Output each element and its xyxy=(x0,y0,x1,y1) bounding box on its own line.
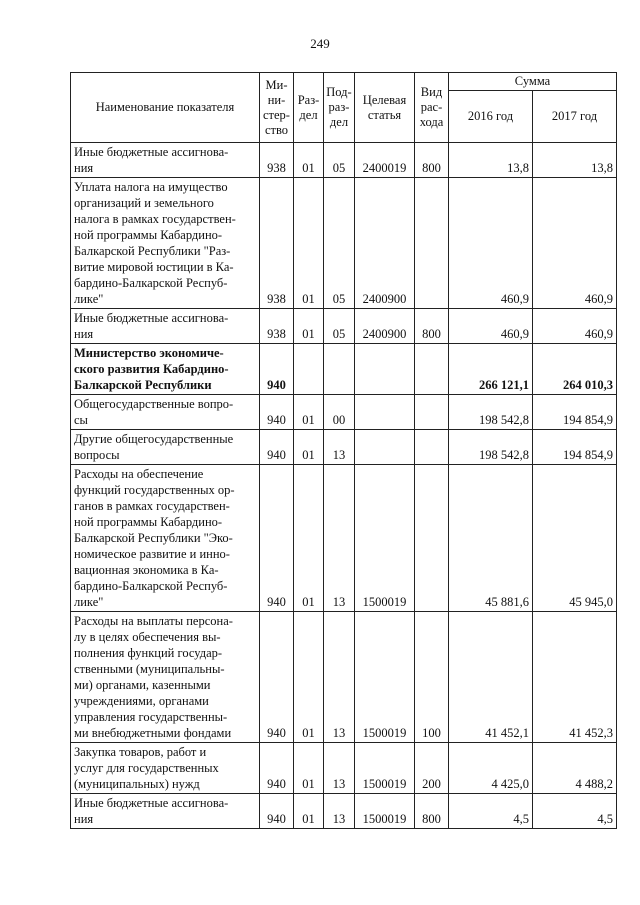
table-row xyxy=(71,309,617,344)
cell-2017: 4 488,2 xyxy=(533,743,617,794)
cell-section: 01 xyxy=(294,309,324,344)
cell-indicator-name: Иные бюджетные ассигнова- ния xyxy=(71,143,260,178)
cell-2017: 460,9 xyxy=(533,178,617,309)
cell-2017: 194 854,9 xyxy=(533,395,617,430)
cell-2017: 460,9 xyxy=(533,309,617,344)
cell-subsection: 13 xyxy=(324,794,355,829)
cell-section: 01 xyxy=(294,743,324,794)
header-target-article: Целевая статья xyxy=(355,73,415,143)
cell-ministry: 940 xyxy=(260,794,294,829)
cell-section: 01 xyxy=(294,612,324,743)
table-body xyxy=(71,143,617,829)
cell-subsection: 13 xyxy=(324,612,355,743)
cell-section: 01 xyxy=(294,794,324,829)
table-row xyxy=(71,612,617,743)
cell-section: 01 xyxy=(294,465,324,612)
table-row xyxy=(71,794,617,829)
cell-section: 01 xyxy=(294,178,324,309)
cell-ministry: 940 xyxy=(260,430,294,465)
cell-ministry: 940 xyxy=(260,344,294,395)
cell-2016: 198 542,8 xyxy=(449,395,533,430)
cell-indicator-name: Уплата налога на имущество организаций и земельного налога в рамках государствен- ной программы Кабардино- Балкарской Республики "Раз- витие мировой юстиции в Ка- бардино-Балкарской Респуб- лике" xyxy=(71,178,260,309)
cell-expense-type: 800 xyxy=(415,309,449,344)
table-row xyxy=(71,143,617,178)
table-row xyxy=(71,743,617,794)
cell-2016: 45 881,6 xyxy=(449,465,533,612)
header-subsection: Под- раз- дел xyxy=(324,73,355,143)
cell-indicator-name: Закупка товаров, работ и услуг для государственных (муниципальных) нужд xyxy=(71,743,260,794)
table-row xyxy=(71,465,617,612)
page-number: 249 xyxy=(310,36,330,51)
cell-ministry: 938 xyxy=(260,143,294,178)
cell-2017: 264 010,3 xyxy=(533,344,617,395)
cell-target-article xyxy=(355,430,415,465)
header-ministry: Ми- ни- стер- ство xyxy=(260,73,294,143)
cell-section: 01 xyxy=(294,395,324,430)
header-sum: Сумма xyxy=(449,73,617,91)
cell-target-article: 1500019 xyxy=(355,743,415,794)
cell-expense-type: 800 xyxy=(415,794,449,829)
cell-subsection: 13 xyxy=(324,743,355,794)
cell-target-article xyxy=(355,344,415,395)
cell-ministry: 940 xyxy=(260,612,294,743)
cell-expense-type: 100 xyxy=(415,612,449,743)
cell-2016: 41 452,1 xyxy=(449,612,533,743)
cell-target-article: 1500019 xyxy=(355,612,415,743)
table-row xyxy=(71,430,617,465)
cell-expense-type xyxy=(415,395,449,430)
cell-target-article: 1500019 xyxy=(355,794,415,829)
cell-ministry: 938 xyxy=(260,309,294,344)
cell-expense-type: 200 xyxy=(415,743,449,794)
cell-expense-type: 800 xyxy=(415,143,449,178)
cell-2016: 13,8 xyxy=(449,143,533,178)
table-header xyxy=(71,73,617,143)
cell-indicator-name: Общегосударственные вопро- сы xyxy=(71,395,260,430)
header-year-2016: 2016 год xyxy=(449,91,533,143)
header-year-2017: 2017 год xyxy=(533,91,617,143)
cell-ministry: 940 xyxy=(260,743,294,794)
cell-target-article: 2400019 xyxy=(355,143,415,178)
cell-2016: 460,9 xyxy=(449,309,533,344)
cell-indicator-name: Расходы на выплаты персона- лу в целях обеспечения вы- полнения функций государ- ственными (муниципальны- ми) органами, казенными учреждениями, органами управления государственны- ми внебюджетными фондами xyxy=(71,612,260,743)
cell-2016: 460,9 xyxy=(449,178,533,309)
cell-2017: 4,5 xyxy=(533,794,617,829)
cell-subsection: 05 xyxy=(324,143,355,178)
cell-2016: 266 121,1 xyxy=(449,344,533,395)
cell-target-article: 2400900 xyxy=(355,178,415,309)
budget-table xyxy=(70,72,617,829)
table-row xyxy=(71,395,617,430)
cell-indicator-name: Другие общегосударственные вопросы xyxy=(71,430,260,465)
header-expense-type: Вид рас- хода xyxy=(415,73,449,143)
cell-2017: 45 945,0 xyxy=(533,465,617,612)
header-name: Наименование показателя xyxy=(71,73,260,143)
cell-subsection: 05 xyxy=(324,178,355,309)
cell-section: 01 xyxy=(294,143,324,178)
cell-2017: 194 854,9 xyxy=(533,430,617,465)
cell-2017: 13,8 xyxy=(533,143,617,178)
table-row xyxy=(71,178,617,309)
cell-subsection: 00 xyxy=(324,395,355,430)
cell-expense-type xyxy=(415,178,449,309)
cell-ministry: 938 xyxy=(260,178,294,309)
cell-expense-type xyxy=(415,430,449,465)
cell-ministry: 940 xyxy=(260,465,294,612)
cell-ministry: 940 xyxy=(260,395,294,430)
cell-subsection xyxy=(324,344,355,395)
cell-2016: 4 425,0 xyxy=(449,743,533,794)
cell-expense-type xyxy=(415,344,449,395)
cell-indicator-name: Иные бюджетные ассигнова- ния xyxy=(71,794,260,829)
cell-indicator-name: Министерство экономиче- ского развития Кабардино- Балкарской Республики xyxy=(71,344,260,395)
cell-target-article: 2400900 xyxy=(355,309,415,344)
cell-subsection: 13 xyxy=(324,465,355,612)
cell-section: 01 xyxy=(294,430,324,465)
cell-2017: 41 452,3 xyxy=(533,612,617,743)
cell-section xyxy=(294,344,324,395)
cell-expense-type xyxy=(415,465,449,612)
cell-target-article xyxy=(355,395,415,430)
header-section: Раз- дел xyxy=(294,73,324,143)
cell-target-article: 1500019 xyxy=(355,465,415,612)
cell-subsection: 13 xyxy=(324,430,355,465)
cell-subsection: 05 xyxy=(324,309,355,344)
table-row xyxy=(71,344,617,395)
cell-indicator-name: Расходы на обеспечение функций государственных ор- ганов в рамках государствен- ной программы Кабардино- Балкарской Республики "Эко- номическое развитие и инно- вационная экономика в Ка- бардино-Балкарской Респуб- лике" xyxy=(71,465,260,612)
cell-2016: 198 542,8 xyxy=(449,430,533,465)
cell-2016: 4,5 xyxy=(449,794,533,829)
cell-indicator-name: Иные бюджетные ассигнова- ния xyxy=(71,309,260,344)
